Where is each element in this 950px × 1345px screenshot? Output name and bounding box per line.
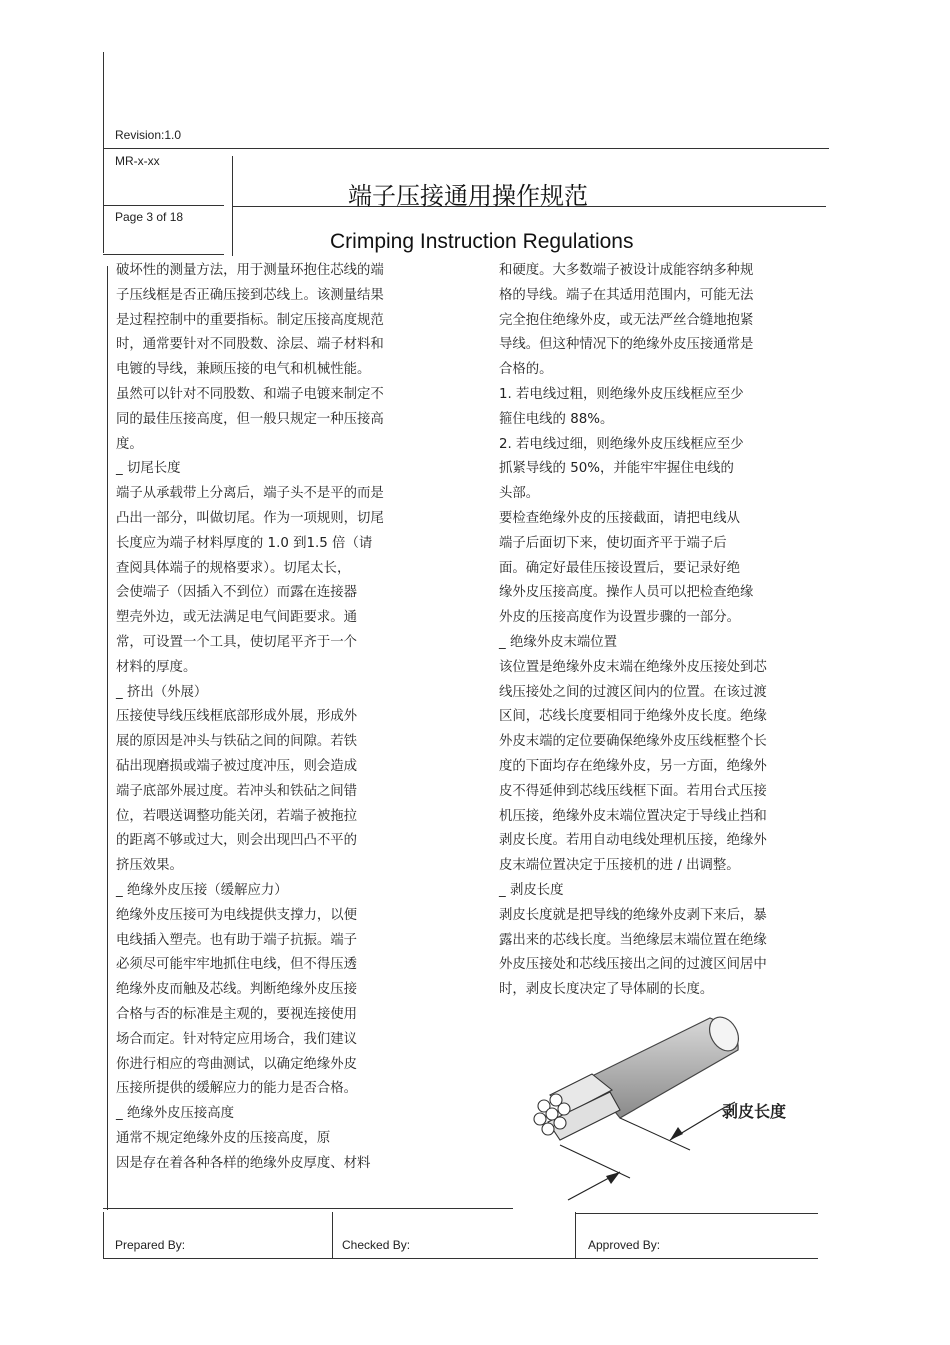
text-line: 区间，芯线长度要相同于绝缘外皮长度。绝缘 xyxy=(499,709,767,725)
text-line: 格的导线。端子在其适用范围内，可能无法 xyxy=(499,287,754,303)
text-line: 时，剥皮长度决定了导体刷的长度。 xyxy=(499,982,714,998)
text-line: 合格与否的标准是主观的，要视连接使用 xyxy=(116,1006,358,1022)
title-english: Crimping Instruction Regulations xyxy=(330,230,634,253)
text-line: _ 剥皮长度 xyxy=(499,882,564,898)
text-line: 机压接，绝缘外皮末端位置决定于导线止挡和 xyxy=(499,808,767,824)
text-line: 完全抱住绝缘外皮，或无法严丝合缝地抱紧 xyxy=(499,312,754,328)
text-line: _ 挤出（外展） xyxy=(116,684,208,700)
body-left-border xyxy=(107,266,108,1210)
text-line: 塑壳外边，或无法满足电气间距要求。通 xyxy=(116,610,358,626)
text-line: 时，通常要针对不同股数、涂层、端子材料和 xyxy=(116,337,384,353)
text-line: 剥皮长度。若用自动电线处理机压接，绝缘外 xyxy=(499,833,767,849)
text-line: 该位置是绝缘外皮末端在绝缘外皮压接处到芯 xyxy=(499,659,767,675)
text-line: 电镀的导线，兼顾压接的电气和机械性能。 xyxy=(116,362,371,378)
text-line: _ 绝缘外皮压接（缓解应力） xyxy=(116,882,288,898)
text-line: 是过程控制中的重要指标。制定压接高度规范 xyxy=(116,312,384,328)
text-line: 子压线框是否正确压接到芯线上。该测量结果 xyxy=(116,287,384,303)
text-line: 因是存在着各种各样的绝缘外皮厚度、材料 xyxy=(116,1155,371,1171)
text-line: _ 切尾长度 xyxy=(116,461,181,477)
text-line: 外皮末端的定位要确保绝缘外皮压线框整个长 xyxy=(499,734,767,750)
text-line: 面。确定好最佳压接设置后，要记录好绝 xyxy=(499,560,741,576)
doc-number-underline xyxy=(103,205,224,206)
text-line: 端子底部外展过度。若冲头和铁砧之间错 xyxy=(116,783,358,799)
text-line: 头部。 xyxy=(499,486,540,502)
text-line: 会使端子（因插入不到位）而露在连接器 xyxy=(116,585,358,601)
text-line: 外皮压接处和芯线压接出之间的过渡区间居中 xyxy=(499,957,767,973)
text-line: 场合而定。针对特定应用场合，我们建议 xyxy=(116,1031,358,1047)
page-number: Page 3 of 18 xyxy=(115,210,184,224)
text-line: 绝缘外皮而触及芯线。判断绝缘外皮压接 xyxy=(116,982,358,998)
text-line: 和硬度。大多数端子被设计成能容纳多种规 xyxy=(499,263,754,278)
footer-rule-top-right xyxy=(575,1213,818,1214)
text-line: 砧出现磨损或端子被过度冲压，则会造成 xyxy=(116,758,358,774)
page-underline xyxy=(103,254,224,255)
text-line: 皮不得延伸到芯线压线框下面。若用台式压接 xyxy=(499,783,767,799)
prepared-by-label: Prepared By: xyxy=(115,1238,186,1252)
text-line: 剥皮长度就是把导线的绝缘外皮剥下来后，暴 xyxy=(499,907,767,923)
left-text-column xyxy=(116,259,446,1176)
text-line: 端子从承载带上分离后，端子头不是平的而是 xyxy=(116,486,384,502)
text-line: 绝缘外皮压接可为电线提供支撑力，以便 xyxy=(116,907,358,923)
text-line: 外皮的压接高度作为设置步骤的一部分。 xyxy=(499,610,741,626)
text-line: 凸出一部分，叫做切尾。作为一项规则，切尾 xyxy=(116,510,384,526)
text-line: 压接所提供的缓解应力的能力是否合格。 xyxy=(116,1081,358,1097)
text-line: 合格的。 xyxy=(499,362,553,378)
text-line: 虽然可以针对不同股数、和端子电镀来制定不 xyxy=(116,386,384,402)
text-line: 压接使导线压线框底部形成外展，形成外 xyxy=(116,709,358,725)
revision-label: Revision:1.0 xyxy=(115,128,182,142)
text-line: 常，可设置一个工具，使切尾平齐于一个 xyxy=(116,634,358,650)
text-line: 必须尽可能牢牢地抓住电线，但不得压透 xyxy=(116,957,358,973)
right-text-column xyxy=(499,259,809,1003)
figure-label: 剥皮长度 xyxy=(722,1102,787,1121)
footer-rule-top-left xyxy=(103,1208,513,1209)
text-line: 2. 若电线过细，则绝缘外皮压线框应至少 xyxy=(499,436,744,452)
footer-rule-bottom xyxy=(103,1258,818,1259)
text-line: _ 绝缘外皮末端位置 xyxy=(499,634,618,650)
text-line: 箍住电线的 88%。 xyxy=(499,411,614,427)
approved-by-label: Approved By: xyxy=(588,1238,661,1252)
text-line: _ 绝缘外皮压接高度 xyxy=(116,1106,235,1122)
footer-border-1 xyxy=(332,1212,333,1258)
text-line: 度。 xyxy=(116,436,143,452)
text-line: 挤压效果。 xyxy=(116,858,183,874)
footer-border-left xyxy=(103,1212,104,1258)
text-line: 查阅具体端子的规格要求）。切尾太长， xyxy=(116,560,351,576)
title-chinese: 端子压接通用操作规范 xyxy=(348,182,588,210)
text-line: 你进行相应的弯曲测试，以确定绝缘外皮 xyxy=(116,1056,358,1072)
text-line: 位，若喂送调整功能关闭，若端子被拖拉 xyxy=(116,808,358,824)
text-line: 皮末端位置决定于压接机的进 / 出调整。 xyxy=(499,858,740,874)
text-line: 露出来的芯线长度。当绝缘层末端位置在绝缘 xyxy=(499,932,767,948)
text-line: 端子后面切下来，使切面齐平于端子后 xyxy=(499,535,727,551)
text-line: 通常不规定绝缘外皮的压接高度，原 xyxy=(116,1130,331,1146)
text-line: 缘外皮压接高度。操作人员可以把检查绝缘 xyxy=(499,585,754,601)
text-line: 电线插入塑壳。也有助于端子抗振。端子 xyxy=(116,932,358,948)
text-line: 长度应为端子材料厚度的 1.0 到1.5 倍（请 xyxy=(116,535,373,551)
doc-number: MR-x-xx xyxy=(115,154,160,168)
text-line: 导线。但这种情况下的绝缘外皮压接通常是 xyxy=(499,337,754,353)
checked-by-label: Checked By: xyxy=(342,1238,411,1252)
text-line: 的距离不够或过大，则会出现凹凸不平的 xyxy=(116,833,358,849)
text-line: 1. 若电线过粗，则绝缘外皮压线框应至少 xyxy=(499,386,744,402)
text-line: 同的最佳压接高度，但一般只规定一种压接高 xyxy=(116,411,384,427)
text-line: 要检查绝缘外皮的压接截面，请把电线从 xyxy=(499,510,741,526)
text-line: 展的原因是冲头与铁砧之间的间隙。若铁 xyxy=(116,734,358,750)
header-rule-top xyxy=(103,148,829,149)
text-line: 破坏性的测量方法，用于测量环抱住芯线的端 xyxy=(116,263,384,278)
header-left-border xyxy=(103,52,104,253)
text-line: 度的下面均存在绝缘外皮，另一方面，绝缘外 xyxy=(499,758,767,774)
text-line: 抓紧导线的 50%，并能牢牢握住电线的 xyxy=(499,461,734,477)
footer-border-2 xyxy=(575,1212,576,1258)
text-line: 线压接处之间的过渡区间内的位置。在该过渡 xyxy=(499,684,767,700)
text-line: 材料的厚度。 xyxy=(116,659,197,675)
